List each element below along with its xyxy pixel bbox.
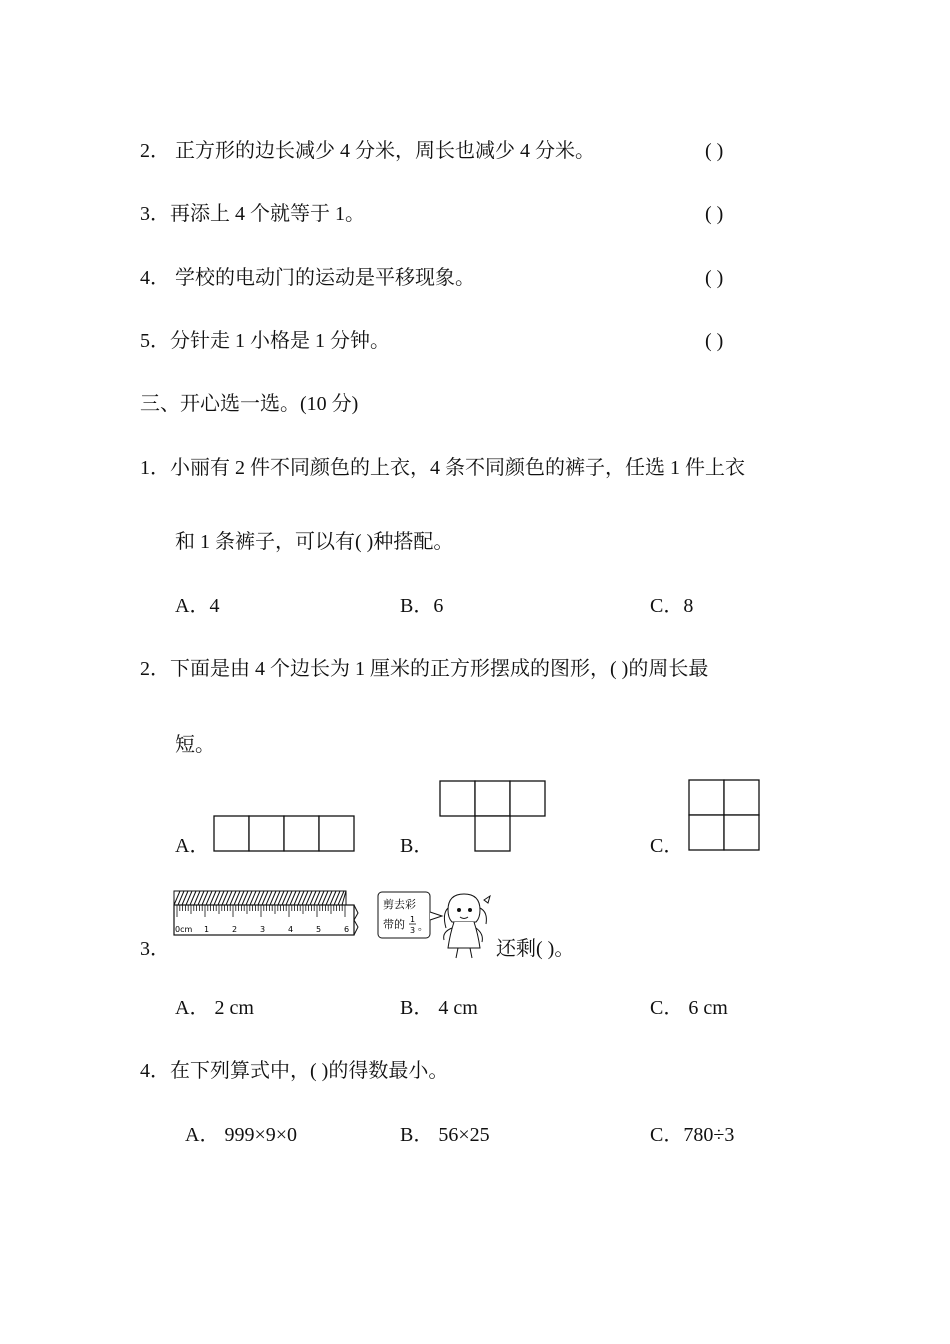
shape-b-t-shape bbox=[439, 780, 549, 855]
fraction-numerator: 1 bbox=[410, 915, 416, 924]
q3-option-b[interactable]: B． 4 cm bbox=[400, 997, 478, 1019]
q2-label-a[interactable]: A． bbox=[175, 835, 210, 857]
q4-option-a[interactable]: A． 999×9×0 bbox=[185, 1124, 298, 1146]
ruler-label-3: 3 bbox=[260, 925, 266, 934]
q4-line1: 4．在下列算式中，( )的得数最小。 bbox=[140, 1060, 449, 1082]
answer-paren-5[interactable]: ( ) bbox=[705, 330, 724, 352]
bubble-end: 。 bbox=[418, 922, 428, 933]
girl-speech-illustration bbox=[376, 888, 496, 960]
q3-option-c[interactable]: C． 6 cm bbox=[650, 997, 728, 1019]
shape-c-square-block bbox=[688, 779, 763, 854]
answer-paren-2[interactable]: ( ) bbox=[705, 140, 724, 162]
bubble-line-1: 剪去彩 bbox=[383, 898, 416, 911]
judge-item-3: 3．再添上 4 个就等于 1。 bbox=[140, 203, 365, 225]
q3-tail: 还剩( )。 bbox=[496, 938, 575, 960]
q1-option-c[interactable]: C．8 bbox=[650, 595, 694, 617]
ruler-label-6: 6 bbox=[344, 925, 350, 934]
q2-label-c[interactable]: C． bbox=[650, 835, 684, 857]
section-title: 三、开心选一选。(10 分) bbox=[140, 393, 359, 415]
ruler-label-1: 1 bbox=[204, 925, 210, 934]
q2-line1: 2．下面是由 4 个边长为 1 厘米的正方形摆成的图形，( )的周长最 bbox=[140, 658, 709, 680]
judge-item-2: 2． 正方形的边长减少 4 分米，周长也减少 4 分米。 bbox=[140, 140, 595, 162]
ruler-with-ribbon bbox=[172, 889, 362, 939]
q2-line2: 短。 bbox=[175, 734, 215, 756]
judge-item-4: 4． 学校的电动门的运动是平移现象。 bbox=[140, 267, 475, 289]
q2-label-b[interactable]: B． bbox=[400, 835, 434, 857]
q1-line1: 1．小丽有 2 件不同颜色的上衣，4 条不同颜色的裤子，任选 1 件上衣 bbox=[140, 457, 745, 479]
shape-a-row-of-squares bbox=[213, 815, 357, 853]
bubble-line-2: 带的 bbox=[383, 918, 405, 931]
fraction-denominator: 3 bbox=[410, 926, 416, 935]
ruler-label-2: 2 bbox=[232, 925, 238, 934]
q1-option-a[interactable]: A．4 bbox=[175, 595, 220, 617]
answer-paren-3[interactable]: ( ) bbox=[705, 203, 724, 225]
ruler-label-5: 5 bbox=[316, 925, 322, 934]
q4-option-c[interactable]: C．780÷3 bbox=[650, 1124, 735, 1146]
judge-item-5: 5．分针走 1 小格是 1 分钟。 bbox=[140, 330, 390, 352]
q3-number: 3． bbox=[140, 938, 170, 960]
ruler-label-0: 0cm bbox=[175, 925, 193, 934]
q3-option-a[interactable]: A． 2 cm bbox=[175, 997, 254, 1019]
ruler-label-4: 4 bbox=[288, 925, 294, 934]
girl-icon bbox=[444, 894, 490, 958]
q1-option-b[interactable]: B．6 bbox=[400, 595, 444, 617]
q4-option-b[interactable]: B． 56×25 bbox=[400, 1124, 490, 1146]
answer-paren-4[interactable]: ( ) bbox=[705, 267, 724, 289]
q1-line2: 和 1 条裤子，可以有( )种搭配。 bbox=[175, 531, 454, 553]
